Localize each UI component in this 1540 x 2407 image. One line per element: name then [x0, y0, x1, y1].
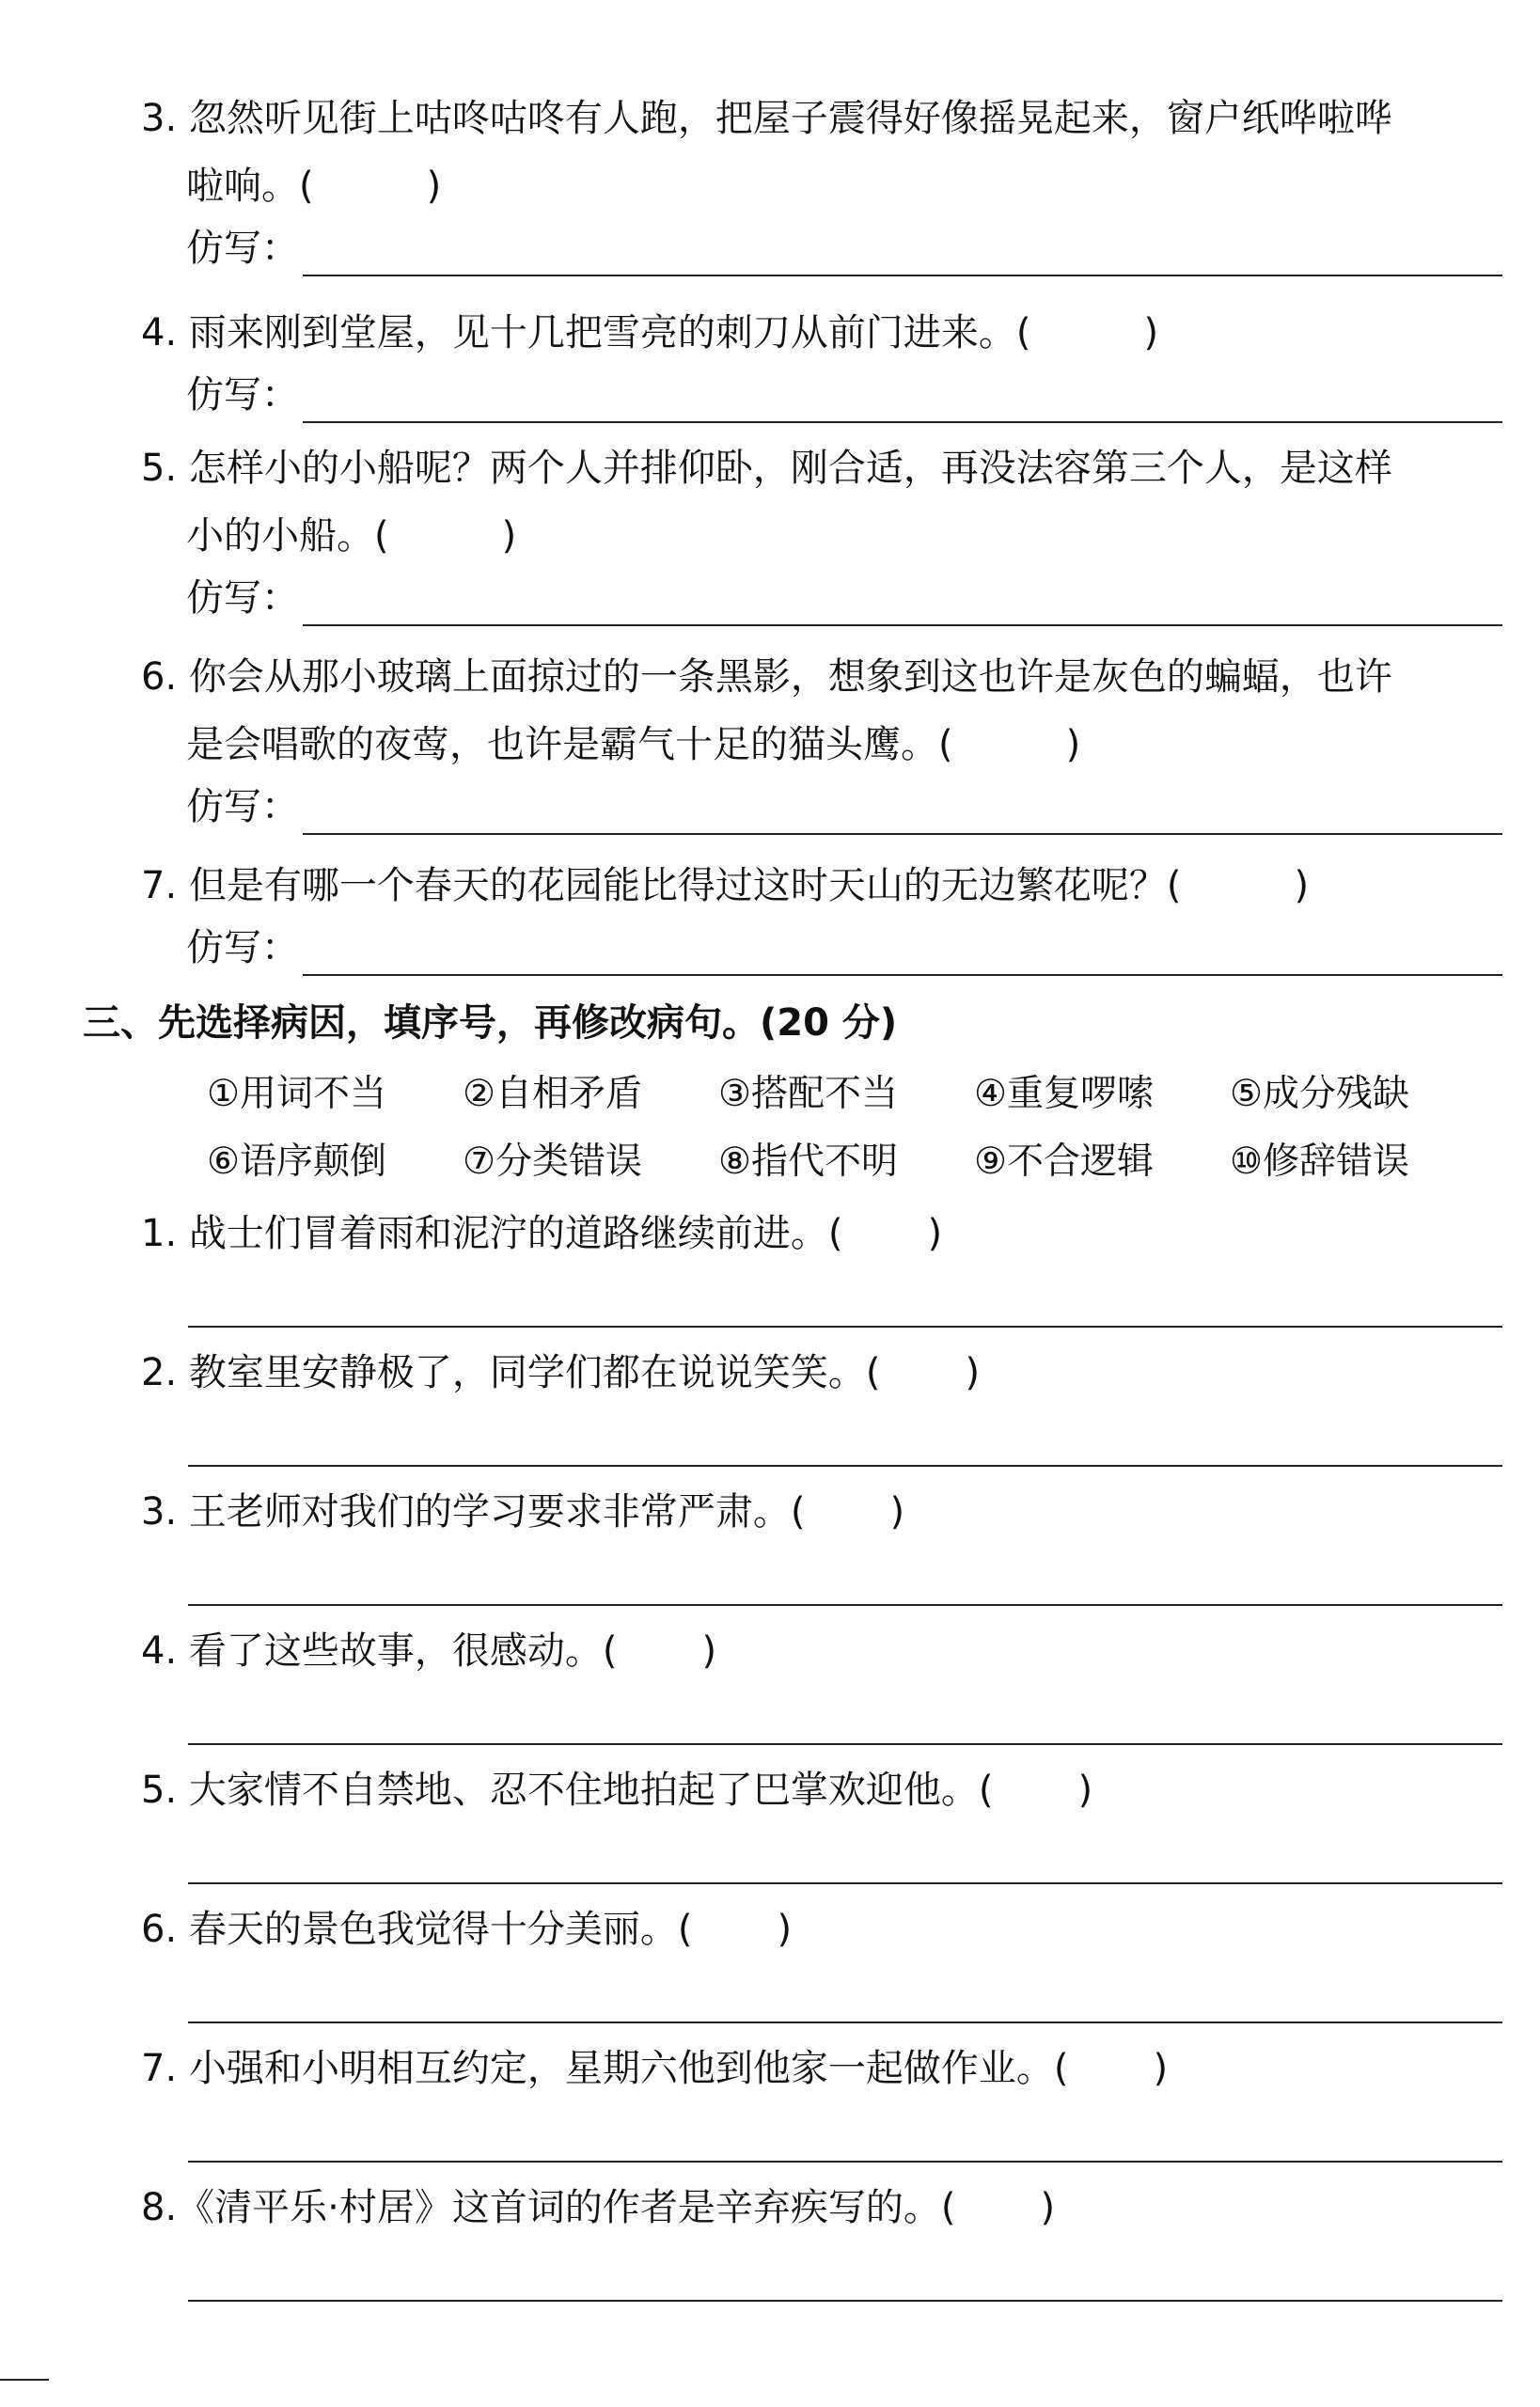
- option-7: ⑦分类错误: [463, 1141, 642, 1183]
- rewrite-item-5: [141, 434, 1502, 626]
- item-3-line-2: 啦响。( ): [186, 165, 442, 208]
- answer-line[interactable]: [303, 933, 1502, 976]
- correction-line-4[interactable]: [188, 1743, 1502, 1745]
- option-3: ③搭配不当: [718, 1073, 898, 1115]
- rewrite-item-7: [141, 852, 1502, 976]
- item-4-line-1: 4. 雨来刚到堂屋，见十几把雪亮的刺刀从前门进来。( ): [141, 311, 1159, 354]
- sentence-item-1: 1. 战士们冒着雨和泥泞的道路继续前进。( ): [141, 1212, 943, 1255]
- correction-line-1[interactable]: [188, 1326, 1502, 1328]
- sentence-item-6: 6. 春天的景色我觉得十分美丽。( ): [141, 1908, 793, 1951]
- correction-line-3[interactable]: [188, 1604, 1502, 1606]
- sentence-item-8: 8.《清平乐·村居》这首词的作者是辛弃疾写的。( ): [141, 2186, 1056, 2229]
- imitate-label: 仿写：: [186, 926, 299, 969]
- error-type-options-row-2: [207, 1128, 1485, 1196]
- item-5-line-2: 小的小船。( ): [186, 514, 517, 558]
- option-6: ⑥语序颠倒: [207, 1141, 386, 1183]
- correction-line-8[interactable]: [188, 2300, 1502, 2302]
- sentence-item-3: 3. 王老师对我们的学习要求非常严肃。( ): [141, 1490, 905, 1534]
- sentence-item-4: 4. 看了这些故事，很感动。( ): [141, 1629, 717, 1673]
- rewrite-item-6: [141, 643, 1502, 835]
- item-6-line-1: 6. 你会从那小玻璃上面掠过的一条黑影，想象到这也许是灰色的蝙蝠，也许: [141, 655, 1392, 699]
- rewrite-item-4: [141, 299, 1502, 423]
- item-6-line-2: 是会唱歌的夜莺，也许是霸气十足的猫头鹰。( ): [186, 723, 1081, 766]
- section-3-title: 三、先选择病因，填序号，再修改病句。(20 分): [83, 1001, 898, 1045]
- item-5-imitate-row: [141, 570, 1502, 626]
- answer-line[interactable]: [303, 583, 1502, 626]
- item-5-line-1: 5. 怎样小的小船呢？两个人并排仰卧，刚合适，再没法容第三个人，是这样: [141, 447, 1392, 490]
- item-7-imitate-row: [141, 920, 1502, 976]
- error-type-options-row-1: [207, 1061, 1485, 1128]
- sentence-item-5: 5. 大家情不自禁地、忍不住地拍起了巴掌欢迎他。( ): [141, 1769, 1093, 1812]
- option-10: ⑩修辞错误: [1230, 1141, 1409, 1183]
- imitate-label: 仿写：: [186, 576, 299, 620]
- item-4-imitate-row: [141, 367, 1502, 423]
- option-8: ⑧指代不明: [718, 1141, 898, 1183]
- item-6-imitate-row: [141, 779, 1502, 835]
- answer-line[interactable]: [303, 233, 1502, 276]
- correction-line-2[interactable]: [188, 1465, 1502, 1467]
- correction-line-7[interactable]: [188, 2161, 1502, 2163]
- page-corner-mark: [0, 2379, 49, 2381]
- option-2: ②自相矛盾: [463, 1073, 642, 1115]
- option-9: ⑨不合逻辑: [974, 1141, 1154, 1183]
- sentence-item-7: 7. 小强和小明相互约定，星期六他到他家一起做作业。( ): [141, 2047, 1169, 2090]
- correction-line-6[interactable]: [188, 2022, 1502, 2023]
- option-5: ⑤成分残缺: [1230, 1073, 1409, 1115]
- imitate-label: 仿写：: [186, 227, 299, 270]
- item-7-line-1: 7. 但是有哪一个春天的花园能比得过这时天山的无边繁花呢？( ): [141, 864, 1310, 907]
- imitate-label: 仿写：: [186, 373, 299, 417]
- correction-line-5[interactable]: [188, 1882, 1502, 1884]
- imitate-label: 仿写：: [186, 785, 299, 828]
- option-1: ①用词不当: [207, 1073, 386, 1115]
- answer-line[interactable]: [303, 792, 1502, 835]
- item-3-line-1: 3. 忽然听见街上咕咚咕咚有人跑，把屋子震得好像摇晃起来，窗户纸哗啦哗: [141, 97, 1392, 140]
- rewrite-item-3: [141, 85, 1502, 276]
- sentence-item-2: 2. 教室里安静极了，同学们都在说说笑笑。( ): [141, 1351, 981, 1394]
- item-3-imitate-row: [141, 220, 1502, 276]
- answer-line[interactable]: [303, 380, 1502, 423]
- option-4: ④重复啰嗦: [974, 1073, 1154, 1115]
